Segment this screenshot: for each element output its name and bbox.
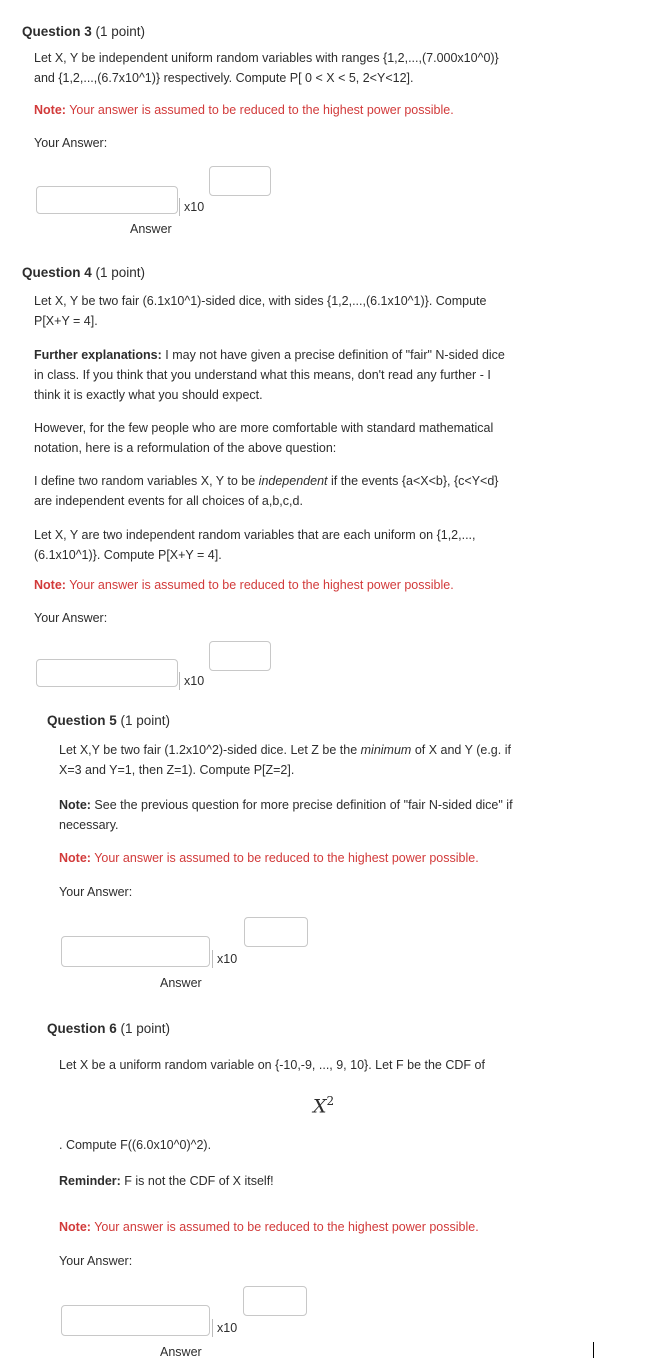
q6-title [47,1021,170,1036]
q6-answer-input[interactable] [61,1305,210,1336]
q4-further-line1 [34,345,505,365]
q5-line1-pre: Let X,Y be two fair (1.2x10^2)-sided dice. Let Z be the [59,743,361,757]
q5-your-answer-label: Your Answer: [59,885,133,899]
q5-x10-label: x10 [212,950,237,968]
q3-note-bold: Note: [34,103,66,117]
q3-x10-label: x10 [179,198,204,216]
q4-title [22,265,145,280]
q5-line1-italic: minimum [360,743,412,757]
q5-note2-bold: Note: [59,798,91,812]
q5-note [59,851,479,865]
q4-however-line2: notation, here is a reformulation of the above question: [34,441,337,455]
q6-reminder-bold: Reminder: [59,1174,121,1188]
q4-note-text: Your answer is assumed to be reduced to the highest power possible. [65,578,454,592]
q6-reminder [59,1171,274,1191]
q4-answer-input[interactable] [36,659,178,687]
q5-exponent-input[interactable] [244,917,308,947]
q5-answer-input[interactable] [61,936,210,967]
q3-body-line1: Let X, Y be independent uniform random variables with ranges {1,2,...,(7.000x10^0)} [34,51,499,65]
q6-note [59,1220,479,1234]
q6-math-exp: 2 [326,1094,335,1108]
q3-your-answer-label: Your Answer: [34,136,108,150]
q5-note-text: Your answer is assumed to be reduced to the highest power possible. [90,851,479,865]
q5-line1-post: of X and Y (e.g. if [411,743,511,757]
q4-x10-label: x10 [179,672,204,690]
q6-answer-caption: Answer [160,1345,202,1359]
q4-body-line1: Let X, Y be two fair (6.1x10^1)-sided dice, with sides {1,2,...,(6.1x10^1)}. Compute [34,294,487,308]
q6-math-x-squared [313,1094,334,1117]
q3-note-text: Your answer is assumed to be reduced to the highest power possible. [65,103,454,117]
q4-further-bold: Further explanations: [34,348,162,362]
q4-note-bold: Note: [34,578,66,592]
q5-title-points: (1 point) [120,713,171,728]
q4-further-text: I may not have given a precise definition of "fair" N-sided dice [161,348,505,362]
q6-title-points: (1 point) [120,1021,171,1036]
q4-let-line2: (6.1x10^1)}. Compute P[X+Y = 4]. [34,548,222,562]
q4-further-line2: in class. If you think that you understand what this means, don't read any further - I [34,368,491,382]
q6-x10-label: x10 [212,1319,237,1337]
q4-further-line3: think it is exactly what you should expect. [34,388,263,402]
q3-body-line2: and {1,2,...,(6.7x10^1)} respectively. Compute P[ 0 < X < 5, 2<Y<12]. [34,71,414,85]
q4-however-line1: However, for the few people who are more comfortable with standard mathematical [34,421,494,435]
q4-exponent-input[interactable] [209,641,271,671]
q4-your-answer-label: Your Answer: [34,611,108,625]
q4-define-italic: independent [258,474,328,488]
q5-note2-line2: necessary. [59,818,119,832]
q6-compute: . Compute F((6.0x10^0)^2). [59,1138,212,1152]
q6-math-base: X [313,1095,327,1118]
q4-define-post: if the events {a<X<b}, {c<Y<d} [327,474,499,488]
q4-body-line2: P[X+Y = 4]. [34,314,98,328]
q6-body-line1: Let X be a uniform random variable on {-10,-9, ..., 9, 10}. Let F be the CDF of [59,1058,485,1072]
q3-title [22,24,145,39]
q6-note-text: Your answer is assumed to be reduced to the highest power possible. [90,1220,479,1234]
q4-let-line1: Let X, Y are two independent random variables that are each uniform on {1,2,..., [34,528,476,542]
q4-define-line1 [34,471,498,491]
q3-title-points: (1 point) [95,24,146,39]
q3-exponent-input[interactable] [209,166,271,196]
q4-title-bold: Question 4 [22,265,92,280]
q6-exponent-input[interactable] [243,1286,307,1316]
q6-note-bold: Note: [59,1220,91,1234]
q5-title-bold: Question 5 [47,713,117,728]
q5-body-line2: X=3 and Y=1, then Z=1). Compute P[Z=2]. [59,763,295,777]
q5-body-line1 [59,740,511,760]
q4-define-line2: are independent events for all choices of a,b,c,d. [34,494,303,508]
q6-your-answer-label: Your Answer: [59,1254,133,1268]
q3-answer-input[interactable] [36,186,178,214]
q3-title-bold: Question 3 [22,24,92,39]
q5-note-bold: Note: [59,851,91,865]
q3-note [34,103,454,117]
q6-title-bold: Question 6 [47,1021,117,1036]
q4-title-points: (1 point) [95,265,146,280]
q4-define-pre: I define two random variables X, Y to be [34,474,259,488]
q4-note [34,578,454,592]
text-cursor [593,1342,594,1358]
q5-answer-caption: Answer [160,976,202,990]
q5-title [47,713,170,728]
q3-answer-caption: Answer [130,222,172,236]
q5-note2-line1 [59,795,513,815]
q6-reminder-text: F is not the CDF of X itself! [120,1174,274,1188]
q5-note2-text: See the previous question for more precise definition of "fair N-sided dice" if [90,798,513,812]
